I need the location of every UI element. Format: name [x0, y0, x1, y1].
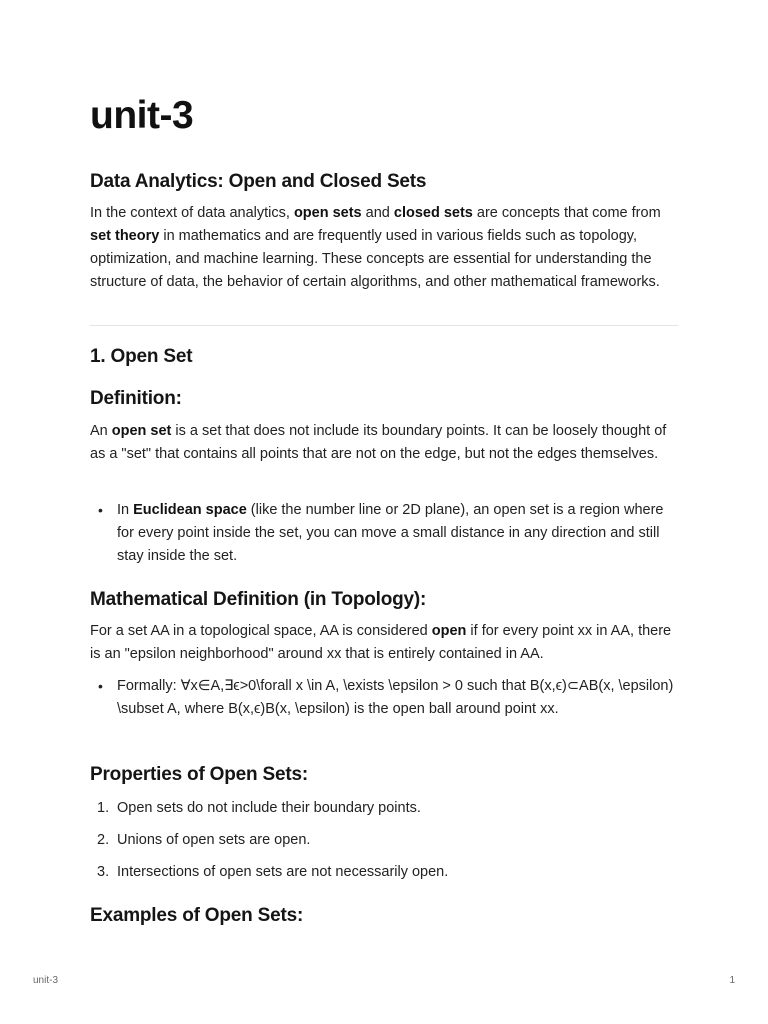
- list-item: [90, 829, 678, 852]
- intro-bold-closed-sets: closed sets: [393, 205, 473, 221]
- formal-definition-text: Formally: ∀x∈A,∃ϵ>0\forall x \in A, \exists \epsilon > 0 such that B(x,ϵ)⊂AB(x, \epsilon) \subset A, where B(x,ϵ)B(x, \epsilon) is the open ball around point xx.: [117, 678, 674, 717]
- properties-list: [90, 797, 678, 884]
- bullet-text-2: (like the number line or 2D plane), an open set is a region where for every point inside the set, you can move a small distance in any direction and still stay inside the set.: [117, 502, 664, 564]
- footer-page-number: 1: [729, 975, 735, 986]
- list-item: [90, 499, 678, 568]
- definition-paragraph: [90, 420, 678, 466]
- heading-definition: Definition:: [90, 388, 182, 409]
- math-text-2: if for every point xx in AA, there is an "epsilon neighborhood" around xx that is entirely contained in AA.: [90, 623, 672, 662]
- formal-bullet-list: [90, 675, 678, 721]
- definition-bold-open-set: open set: [111, 423, 172, 439]
- section-divider: [90, 325, 678, 326]
- property-text: Open sets do not include their boundary points.: [117, 800, 421, 816]
- list-number: 2.: [97, 832, 110, 848]
- list-item: [90, 675, 678, 721]
- intro-bold-open-sets: open sets: [293, 205, 362, 221]
- list-item: [90, 797, 678, 820]
- heading-open-set: 1. Open Set: [90, 346, 193, 367]
- math-definition-paragraph: [90, 620, 678, 666]
- math-bold-open: open: [431, 623, 467, 639]
- intro-paragraph: [90, 202, 678, 294]
- definition-text-1: An: [90, 423, 112, 439]
- section-heading-open-closed-sets: Data Analytics: Open and Closed Sets: [90, 171, 427, 192]
- list-item: [90, 861, 678, 884]
- heading-examples: Examples of Open Sets:: [90, 905, 304, 926]
- property-text: Intersections of open sets are not necessarily open.: [117, 864, 449, 880]
- intro-bold-set-theory: set theory: [90, 228, 160, 244]
- list-number: 1.: [97, 800, 110, 816]
- intro-text-2: and: [361, 205, 394, 221]
- definition-text-2: is a set that does not include its boundary points. It can be loosely thought of as a "set" that contains all points that are not on the edge, but not the edges themselves.: [90, 423, 667, 462]
- bullet-bold-euclidean: Euclidean space: [133, 502, 247, 518]
- property-text: Unions of open sets are open.: [117, 832, 311, 848]
- intro-text-3: are concepts that come from: [472, 205, 661, 221]
- bullet-marker: •: [98, 502, 103, 518]
- footer-doc-title: unit-3: [33, 975, 59, 986]
- intro-text-4: in mathematics and are frequently used in various fields such as topology, optimization, and machine learning. These concepts are essential for understanding the structure of data, the behavior of certain algorithms, and other mathematical frameworks.: [90, 228, 660, 290]
- heading-properties: Properties of Open Sets:: [90, 764, 308, 785]
- heading-mathematical-definition: Mathematical Definition (in Topology):: [90, 589, 427, 610]
- page-title: unit-3: [90, 94, 194, 137]
- intro-text-1: In the context of data analytics,: [90, 205, 294, 221]
- bullet-text-1: In: [117, 502, 134, 518]
- euclidean-bullet-list: [90, 499, 678, 568]
- math-text-1: For a set AA in a topological space, AA is considered: [90, 623, 432, 639]
- list-number: 3.: [97, 864, 110, 880]
- bullet-marker: •: [98, 678, 103, 694]
